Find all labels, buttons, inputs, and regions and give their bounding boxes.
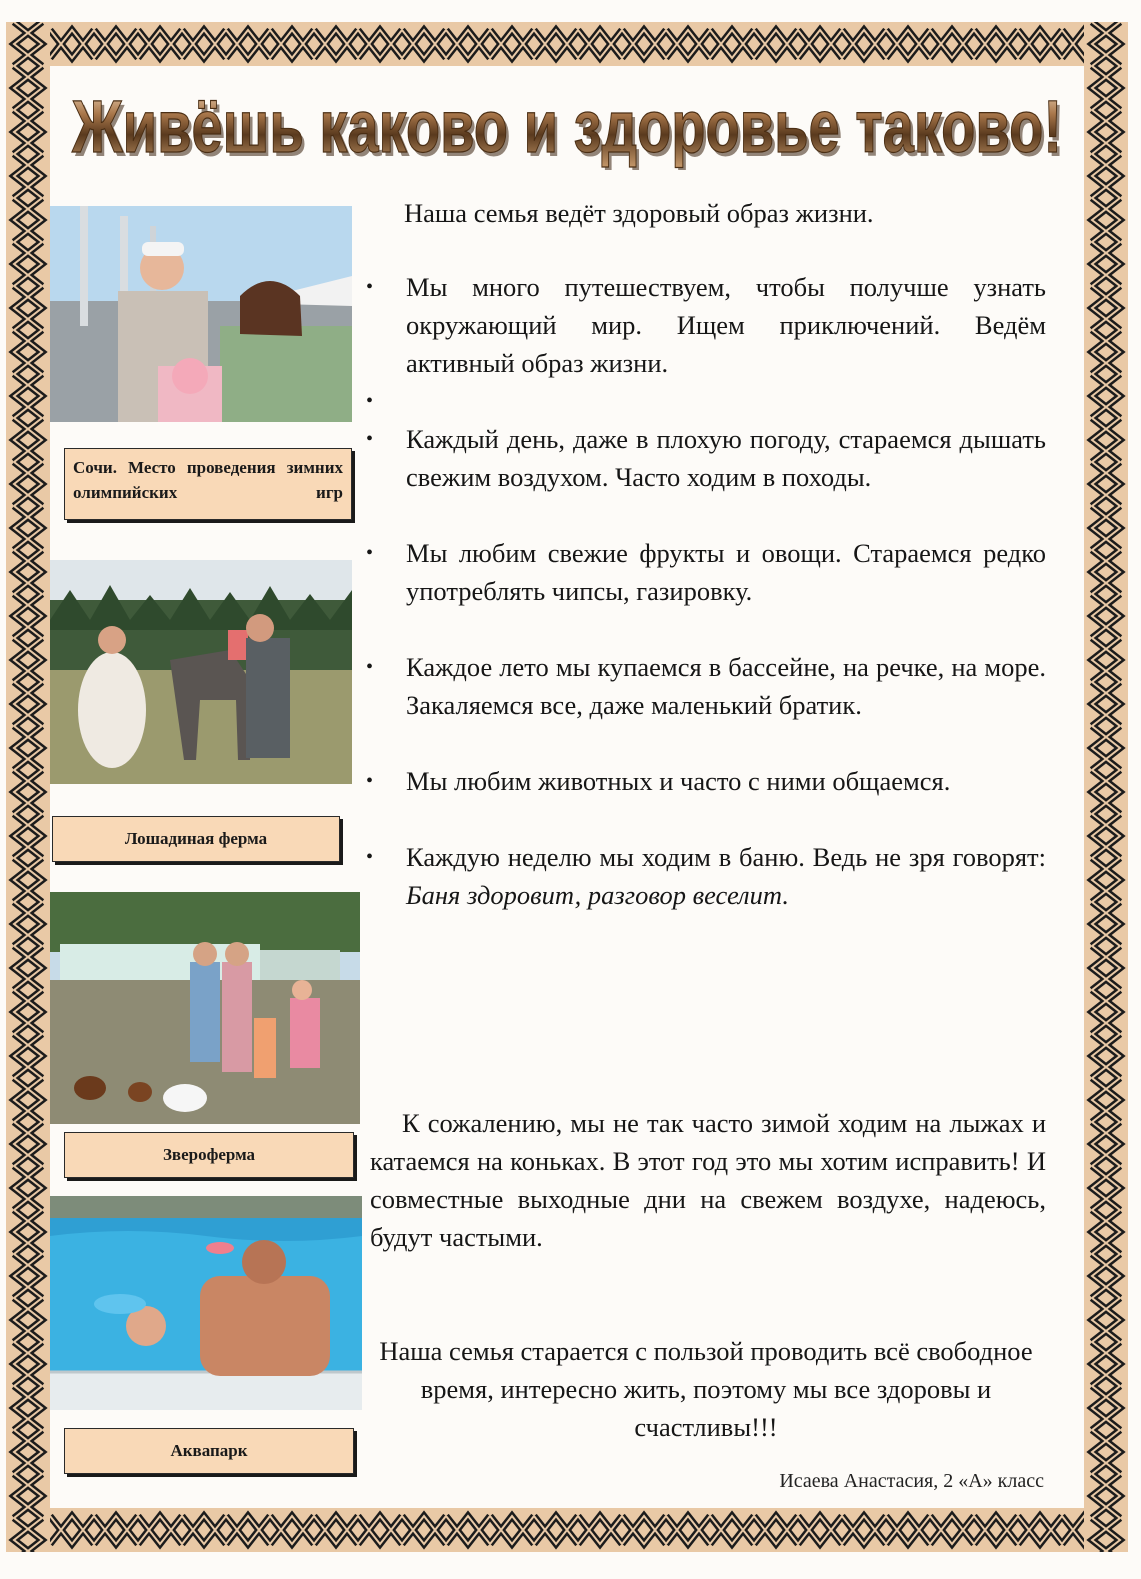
bath-text: Каждую неделю мы ходим в баню. Ведь не зря говорят: (406, 842, 1046, 872)
photo-aquapark (50, 1196, 362, 1410)
page-title (62, 80, 1072, 170)
list-item-bath (366, 838, 1046, 914)
bullet-list (366, 268, 1046, 914)
closing-paragraph: Наша семья старается с пользой проводить всё свободное время, интересно жить, поэтому мы все здоровы и счастливы!!! (379, 1336, 1033, 1442)
photo-horse-farm (50, 560, 352, 784)
list-item: • Каждое лето мы купаемся в бассейне, на речке, на море. Закаляемся все, даже маленький братик. (366, 648, 1046, 724)
list-item: • Мы много путешествуем, чтобы получше узнать окружающий мир. Ищем приключений. Ведём активный образ жизни. (366, 268, 1046, 382)
list-item-empty (366, 382, 1046, 420)
list-item: • Каждый день, даже в плохую погоду, стараемся дышать свежим воздухом. Часто ходим в походы. (366, 420, 1046, 496)
list-item: • Мы любим животных и часто с ними общаемся. (366, 762, 1046, 800)
intro-text: Наша семья ведёт здоровый образ жизни. (404, 198, 874, 228)
svg-text:Живёшь каково и здоровье таков: Живёшь каково и здоровье таково! (74, 89, 1065, 170)
photo-sochi (50, 206, 352, 422)
photo-animal-farm (50, 892, 360, 1124)
proverb-text: Баня здоровит, разговор веселит. (406, 880, 789, 910)
title-text: Живёшь каково и здоровье таково! (71, 85, 1062, 168)
after-paragraph: К сожалению, мы не так часто зимой ходим на лыжах и катаемся на коньках. В этот год это мы хотим исправить! И совместные выходные дни на свежем воздухе, надеюсь, будут частыми. (370, 1108, 1046, 1252)
ornamental-border-left (6, 22, 50, 1552)
caption-horse-farm: Лошадиная ферма (52, 816, 340, 862)
caption-animal-farm: Звероферма (64, 1132, 354, 1178)
list-item: • Мы любим свежие фрукты и овощи. Стараемся редко употреблять чипсы, газировку. (366, 534, 1046, 610)
ornamental-border-bottom (6, 1508, 1128, 1552)
caption-aquapark: Аквапарк (64, 1428, 354, 1474)
caption-sochi: Сочи. Место проведения зимних олимпийских игр (64, 448, 352, 520)
ornamental-border-right (1084, 22, 1128, 1552)
author-signature: Исаева Анастасия, 2 «А» класс (779, 1470, 1044, 1492)
ornamental-border-top (6, 22, 1128, 66)
